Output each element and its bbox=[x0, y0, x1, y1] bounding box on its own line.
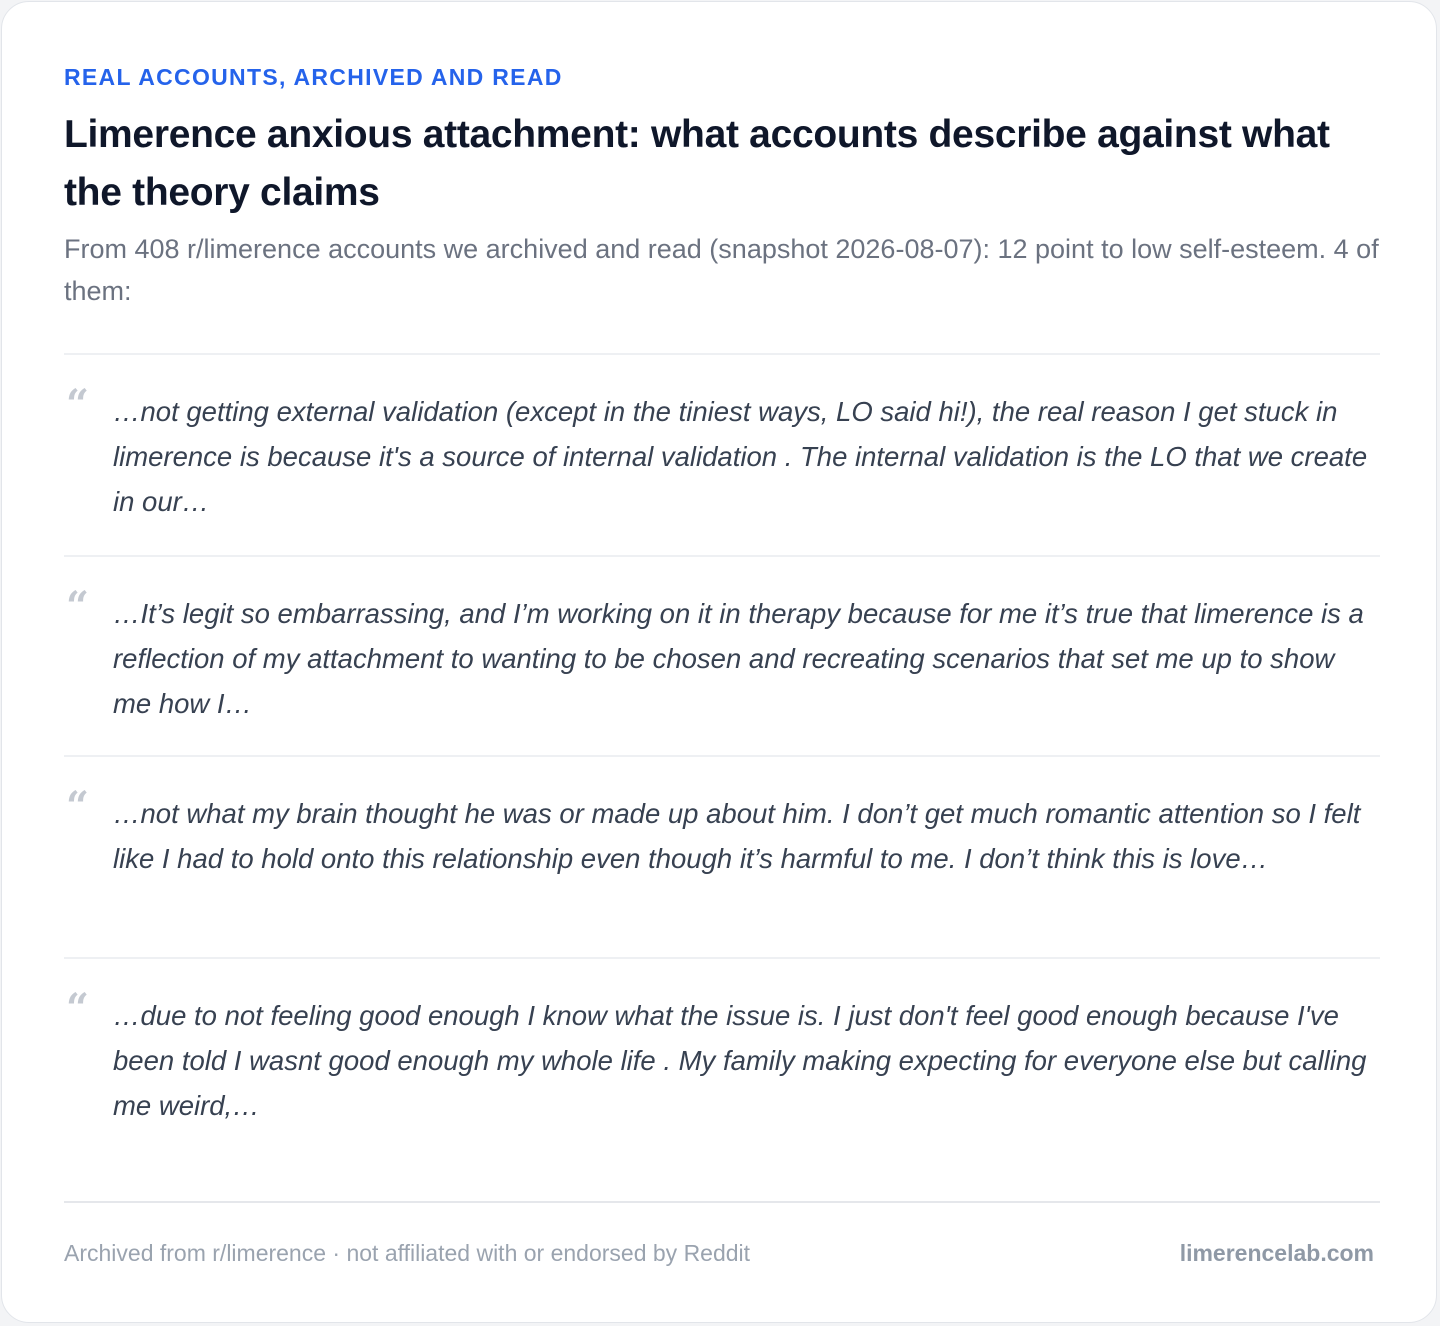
quote-text: …not getting external validation (except in the tiniest ways, LO said hi!), the real reason I get stuck in limerence is because it's a source of internal validation . The internal validation is the LO that we create in our… bbox=[113, 396, 1368, 517]
quote-text: …due to not feeling good enough I know what the issue is. I just don't feel good enough because I've been told I wasnt good enough my whole life . My family making expecting for everyone else but calling me weird,… bbox=[113, 1000, 1367, 1121]
quote-text: …It’s legit so embarrassing, and I’m working on it in therapy because for me it’s true that limerence is a reflection of my attachment to wanting to be chosen and recreating scenarios that set me up to show me how I… bbox=[113, 598, 1364, 719]
divider bbox=[64, 755, 1380, 757]
divider bbox=[64, 353, 1380, 355]
divider bbox=[64, 957, 1380, 959]
footer-brand-link[interactable]: limerencelab.com bbox=[1179, 1240, 1374, 1266]
divider bbox=[64, 555, 1380, 557]
quote-card bbox=[1, 1, 1437, 1323]
quote-mark-icon: “ bbox=[66, 985, 90, 1032]
footer-divider bbox=[64, 1201, 1380, 1203]
eyebrow-label: REAL ACCOUNTS, ARCHIVED AND READ bbox=[64, 64, 563, 90]
quote-mark-icon: “ bbox=[66, 381, 90, 428]
quote-text: …not what my brain thought he was or made up about him. I don’t get much romantic attention so I felt like I had to hold onto this relationship even though it’s harmful to me. I don’t think this is love… bbox=[113, 798, 1361, 874]
quote-mark-icon: “ bbox=[66, 783, 90, 830]
quote-mark-icon: “ bbox=[66, 583, 90, 630]
page-subtitle: From 408 r/limerence accounts we archived and read (snapshot 2026-08-07): 12 point to low self-esteem. 4 of them: bbox=[64, 234, 1379, 306]
page-title: Limerence anxious attachment: what accounts describe against what the theory claims bbox=[64, 113, 1330, 214]
footer-disclaimer: Archived from r/limerence · not affiliated with or endorsed by Reddit bbox=[64, 1240, 751, 1266]
